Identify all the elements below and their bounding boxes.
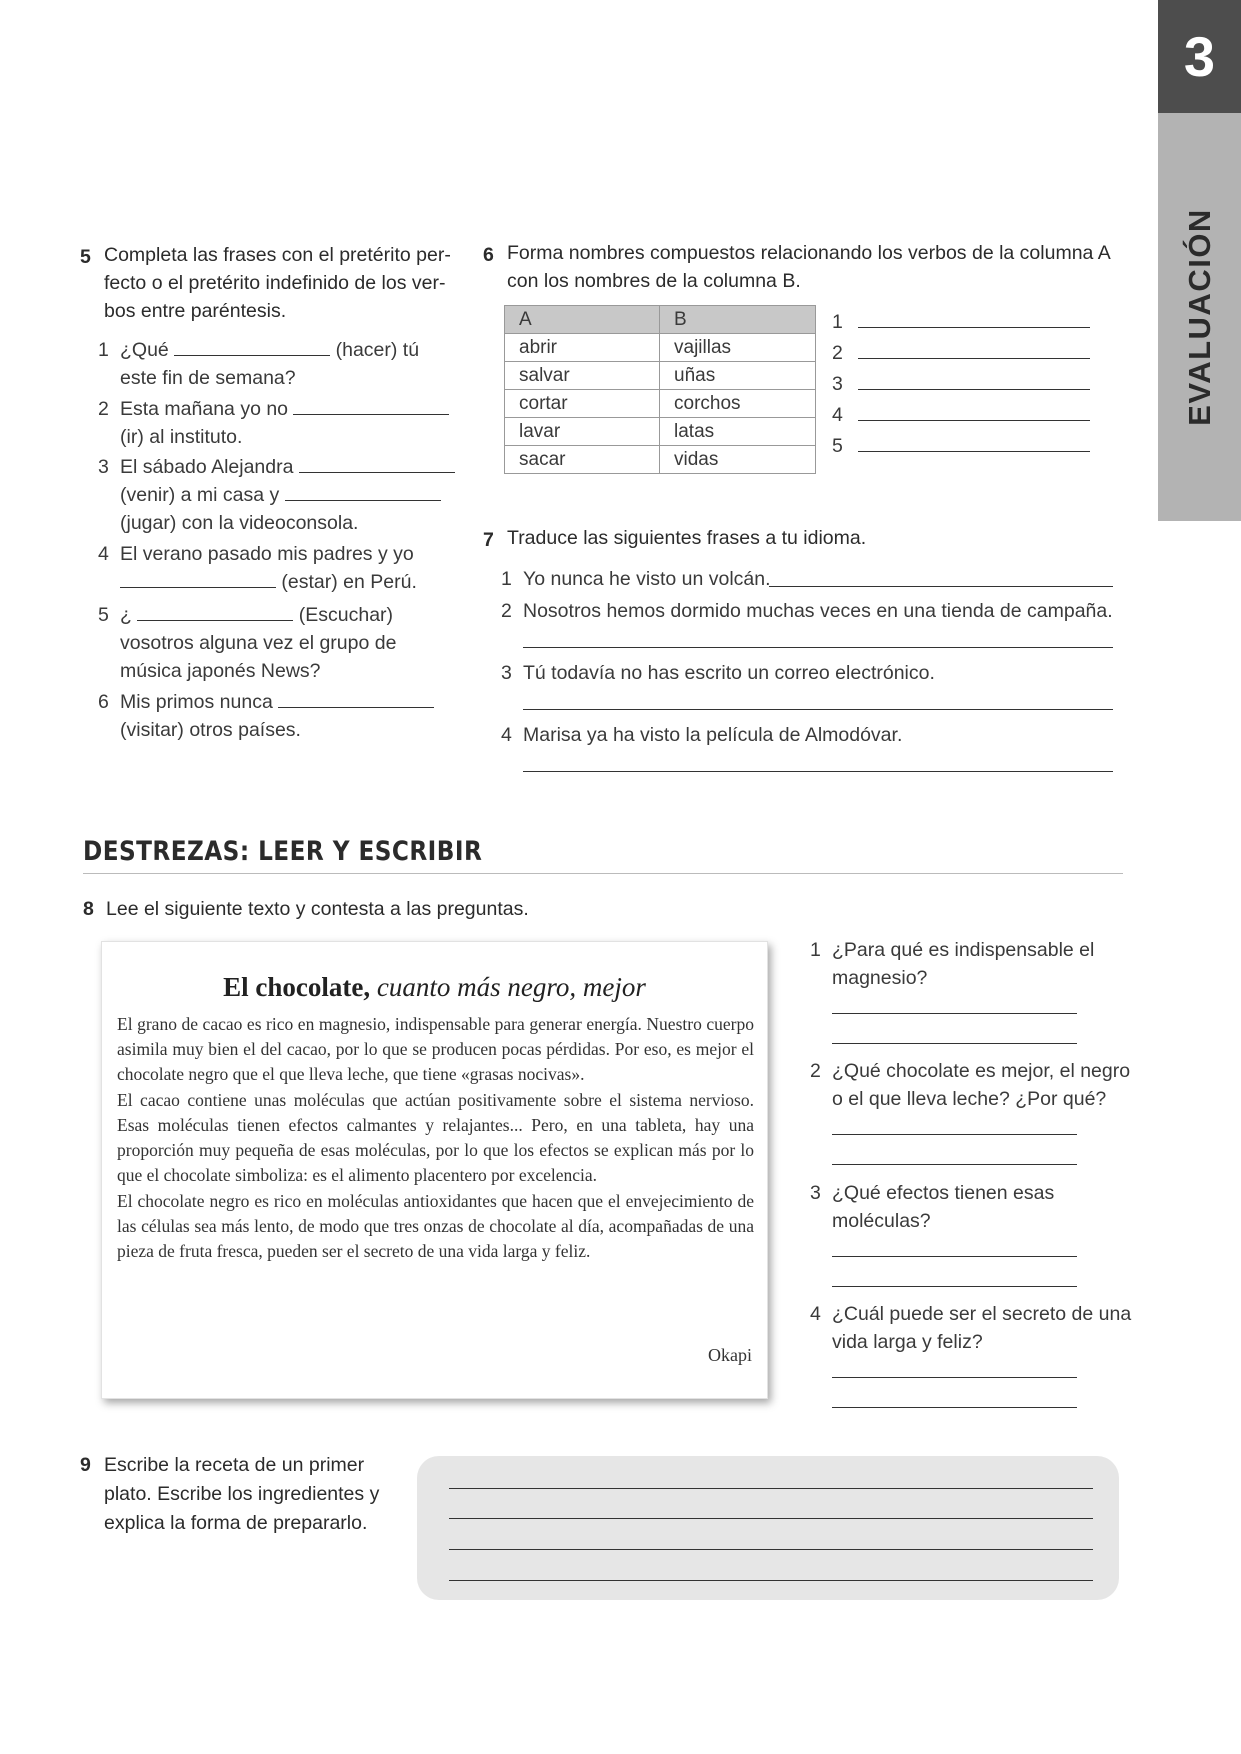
- answer-line[interactable]: [523, 771, 1113, 772]
- answer-line[interactable]: [832, 1256, 1077, 1257]
- answer-blank[interactable]: [137, 603, 293, 621]
- exercise-instruction: Completa las frases con el pretérito per- fecto o el pretérito indefinido de los ver- bos entre paréntesis.: [104, 244, 451, 322]
- answer-number: 3: [832, 373, 843, 395]
- answer-line[interactable]: [858, 389, 1090, 390]
- exercise-instruction: Forma nombres compuestos relacionando los verbos de la columna A con los nombres de la columna B.: [507, 242, 1111, 292]
- exercise-instruction: Traduce las siguientes frases a tu idioma.: [507, 527, 867, 549]
- table-row: salvar uñas: [505, 362, 816, 390]
- article-source: Okapi: [708, 1345, 752, 1365]
- answer-blank[interactable]: [293, 397, 449, 415]
- article-paragraph: El cacao contiene unas moléculas que actúan positivamente sobre el sistema nervioso. Esas moléculas tienen efectos calmantes y relajantes... Pero, en una tableta, hay una proporción muy pequeña de esas moléculas, por lo que los efectos se explican más por lo que el chocolate simboliza: es el alimento placentero por excelencia.: [117, 1090, 754, 1185]
- section-title: DESTREZAS: LEER Y ESCRIBIR: [83, 836, 483, 867]
- exercise-number: 9: [80, 1454, 91, 1476]
- answer-number: 1: [832, 311, 843, 333]
- answer-blank[interactable]: [120, 570, 276, 588]
- article-body: [117, 1012, 754, 1265]
- writing-area[interactable]: [417, 1456, 1119, 1600]
- answer-blank[interactable]: [285, 483, 441, 501]
- answer-line[interactable]: [858, 327, 1090, 328]
- answer-blank[interactable]: [299, 455, 455, 473]
- exercise-number: 8: [83, 898, 94, 920]
- answer-line[interactable]: [832, 1013, 1077, 1014]
- answer-number: 4: [832, 404, 843, 426]
- answer-line[interactable]: [769, 586, 1113, 587]
- unit-number: 3: [1158, 0, 1241, 113]
- table-row: lavar latas: [505, 418, 816, 446]
- writing-line[interactable]: [449, 1518, 1093, 1519]
- answer-line[interactable]: [858, 451, 1090, 452]
- writing-line[interactable]: [449, 1488, 1093, 1489]
- matching-table: [504, 305, 816, 474]
- section-tab: [1158, 113, 1241, 521]
- exercise-instruction: Lee el siguiente texto y contesta a las preguntas.: [106, 898, 529, 920]
- reading-article: [101, 941, 768, 1399]
- writing-line[interactable]: [449, 1580, 1093, 1581]
- answer-line[interactable]: [832, 1134, 1077, 1135]
- answer-line[interactable]: [832, 1377, 1077, 1378]
- table-row: cortar corchos: [505, 390, 816, 418]
- article-title: El chocolate, cuanto más negro, mejor: [223, 972, 646, 1002]
- column-header: A: [505, 306, 660, 334]
- answer-line[interactable]: [858, 358, 1090, 359]
- exercise-number: 5: [80, 246, 91, 268]
- writing-line[interactable]: [449, 1549, 1093, 1550]
- exercise-number: 6: [483, 244, 494, 266]
- answer-line[interactable]: [832, 1164, 1077, 1165]
- exercise-number: 7: [483, 529, 494, 551]
- answer-line[interactable]: [832, 1286, 1077, 1287]
- table-row: abrir vajillas: [505, 334, 816, 362]
- column-header: B: [660, 306, 816, 334]
- answer-blank[interactable]: [174, 338, 330, 356]
- answer-number: 5: [832, 435, 843, 457]
- divider: [83, 873, 1123, 874]
- answer-line[interactable]: [832, 1043, 1077, 1044]
- answer-line[interactable]: [523, 647, 1113, 648]
- table-row: sacar vidas: [505, 446, 816, 474]
- answer-line[interactable]: [858, 420, 1090, 421]
- article-paragraph: El chocolate negro es rico en moléculas antioxidantes que hacen que el envejecimiento de las células sea más lento, de modo que tres onzas de chocolate al día, acompañadas de una pieza de fruta fresca, pueden ser el secreto de una vida larga y feliz.: [117, 1191, 754, 1261]
- article-paragraph: El grano de cacao es rico en magnesio, indispensable para generar energía. Nuestro cuerpo asimila muy bien el del cacao, por lo que se producen pocas pérdidas. Por eso, es mejor el chocolate negro que el que lleva leche, que tiene «grasas nocivas».: [117, 1014, 754, 1084]
- answer-line[interactable]: [523, 709, 1113, 710]
- answer-line[interactable]: [832, 1407, 1077, 1408]
- answer-blank[interactable]: [278, 690, 434, 708]
- section-tab-label: EVALUACIÓN: [1181, 208, 1217, 426]
- answer-number: 2: [832, 342, 843, 364]
- exercise-instruction: Escribe la receta de un primer plato. Escribe los ingredientes y explica la forma de prepararlo.: [104, 1454, 380, 1534]
